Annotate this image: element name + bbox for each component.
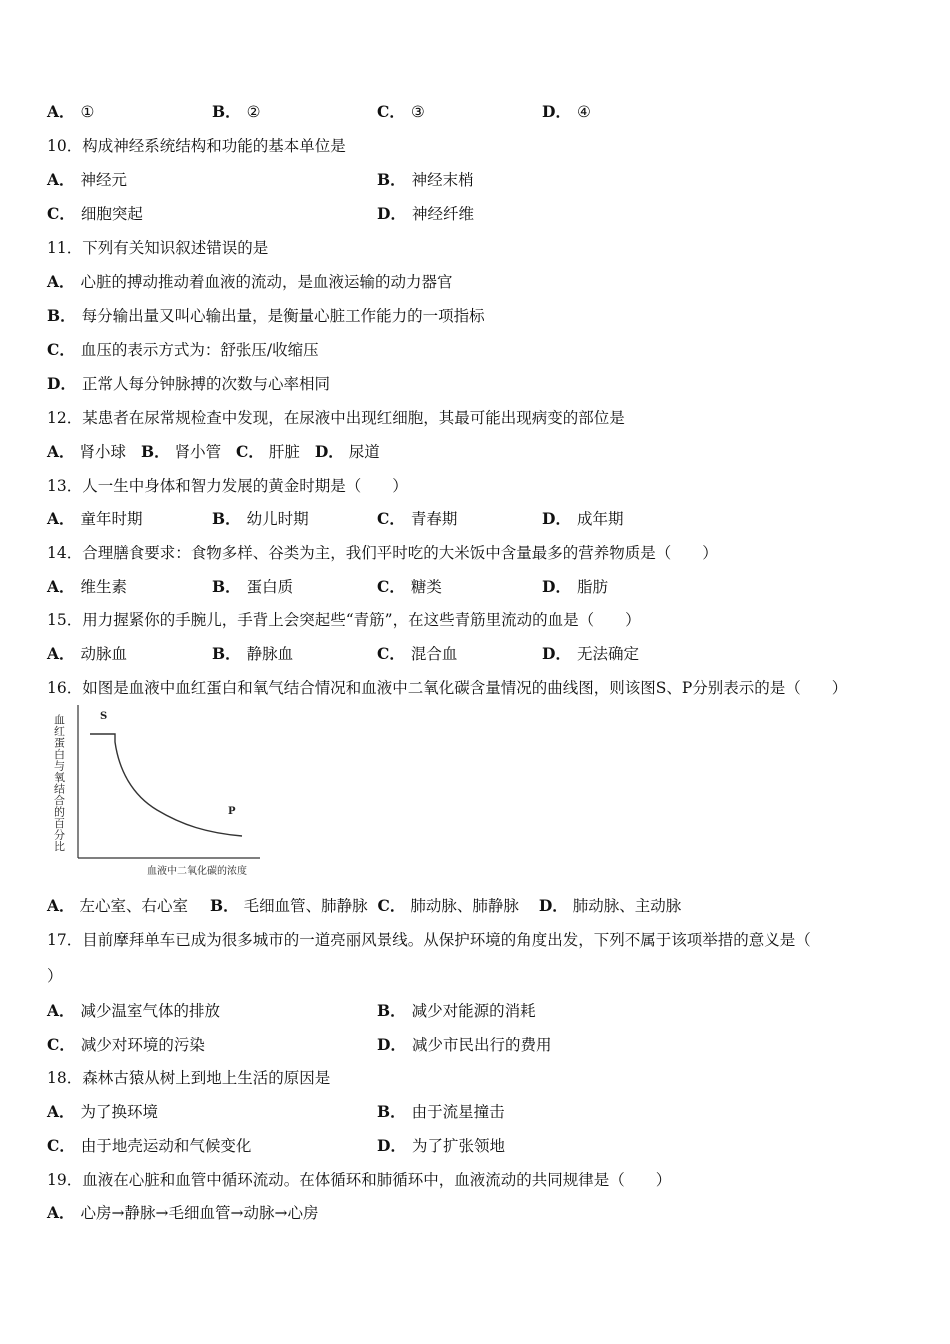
option-text: 蛋白质 — [246, 578, 294, 596]
q13-question: 13．人一生中身体和智力发展的黄金时期是（ ） — [47, 477, 408, 495]
q13-option-b — [212, 509, 309, 529]
q13-option-a — [47, 509, 143, 529]
option-label: B． — [377, 1001, 406, 1020]
option-label: C． — [236, 442, 264, 461]
option-label: B． — [47, 306, 76, 325]
option-label: C． — [377, 896, 406, 915]
option-label: A． — [47, 1001, 75, 1020]
q16-figure — [47, 700, 277, 885]
q14-option-d — [542, 577, 608, 597]
q17-question: 17．目前摩拜单车已成为很多城市的一道亮丽风景线。从保护环境的角度出发，下列不属于该项举措的意义是（ — [47, 931, 811, 949]
q16-option-c — [378, 897, 519, 915]
option-label: C． — [47, 340, 75, 359]
option-text: ② — [246, 103, 261, 121]
q17-option-d — [377, 1035, 551, 1055]
option-label: A． — [47, 272, 75, 291]
curve-line — [90, 734, 242, 836]
q10-option-a — [47, 170, 127, 190]
q12-options-row — [47, 442, 390, 462]
q17-option-a — [47, 1001, 220, 1021]
curve-label-s: S — [100, 711, 108, 722]
option-text: 由于流星撞击 — [411, 1103, 505, 1121]
option-label: D． — [377, 204, 406, 223]
option-text: 静脉血 — [246, 645, 294, 663]
option-label: C． — [377, 102, 405, 121]
option-text: 神经末梢 — [411, 171, 474, 189]
q11-question: 11．下列有关知识叙述错误的是 — [47, 239, 269, 257]
q15-option-d — [542, 644, 639, 664]
option-label: C． — [377, 644, 405, 663]
q9-option-d — [542, 102, 591, 122]
option-text: 肾小管 — [174, 443, 222, 461]
option-label: A． — [47, 1203, 75, 1222]
q18-option-b — [377, 1102, 505, 1122]
option-label: D． — [377, 1035, 406, 1054]
option-text: 童年时期 — [80, 510, 143, 528]
q18-question: 18．森林古猿从树上到地上生活的原因是 — [47, 1069, 331, 1087]
option-text: 为了扩张领地 — [411, 1137, 505, 1155]
option-label: A． — [47, 509, 75, 528]
option-text: 神经纤维 — [411, 205, 474, 223]
q15-option-c — [377, 644, 457, 664]
q15-question: 15．用力握紧你的手腕儿，手背上会突起些“青筋”，在这些青筋里流动的血是（ ） — [47, 611, 641, 629]
y-axis-label: 血红蛋白与氧结合的百分比 — [52, 714, 66, 852]
q17-option-c — [47, 1035, 205, 1055]
q18-option-c — [47, 1136, 251, 1156]
q16-question: 16．如图是血液中血红蛋白和氧气结合情况和血液中二氧化碳含量情况的曲线图，则该图S、P分别表示的是（ ） — [47, 679, 848, 697]
q12-option-d — [315, 443, 380, 461]
option-text: 左心室、右心室 — [79, 897, 189, 915]
option-text: 减少对能源的消耗 — [411, 1002, 536, 1020]
option-text: 肺动脉、主动脉 — [572, 897, 682, 915]
option-label: C． — [47, 1136, 75, 1155]
q11-option-a — [47, 272, 453, 292]
option-text: 肝脏 — [268, 443, 300, 461]
option-text: 糖类 — [410, 578, 442, 596]
option-label: D． — [542, 577, 571, 596]
option-text: 无法确定 — [576, 645, 639, 663]
q19-question: 19．血液在心脏和血管中循环流动。在体循环和肺循环中，血液流动的共同规律是（ ） — [47, 1171, 672, 1189]
q16-option-d — [539, 897, 681, 915]
option-text: 减少温室气体的排放 — [80, 1002, 221, 1020]
option-label: B． — [377, 1102, 406, 1121]
option-text: 神经元 — [80, 171, 128, 189]
option-label: C． — [377, 509, 405, 528]
option-text: 减少市民出行的费用 — [411, 1036, 552, 1054]
option-text: 成年期 — [576, 510, 624, 528]
q13-option-c — [377, 509, 457, 529]
option-label: A． — [47, 896, 75, 915]
option-text: 肺动脉、肺静脉 — [410, 897, 519, 915]
q16-options-row — [47, 896, 691, 916]
option-label: B． — [212, 102, 241, 121]
co2-hemoglobin-curve — [47, 700, 277, 885]
option-label: D． — [538, 896, 568, 915]
option-text: 为了换环境 — [80, 1103, 159, 1121]
option-label: A． — [47, 577, 75, 596]
q19-option-a — [47, 1203, 318, 1223]
q10-option-d — [377, 204, 474, 224]
option-text: 混合血 — [410, 645, 458, 663]
q16-option-b — [210, 897, 368, 915]
option-text: 肾小球 — [79, 443, 127, 461]
option-label: B． — [212, 509, 241, 528]
q10-option-c — [47, 204, 143, 224]
option-text: ④ — [576, 103, 591, 121]
q14-question: 14．合理膳食要求：食物多样、谷类为主，我们平时吃的大米饭中含量最多的营养物质是（ ） — [47, 544, 718, 562]
q18-option-a — [47, 1102, 158, 1122]
q14-option-c — [377, 577, 442, 597]
q11-option-c — [47, 340, 319, 360]
q12-question: 12．某患者在尿常规检查中发现，在尿液中出现红细胞，其最可能出现病变的部位是 — [47, 409, 625, 427]
option-text: 维生素 — [80, 578, 128, 596]
q10-question: 10．构成神经系统结构和功能的基本单位是 — [47, 137, 346, 155]
q14-option-b — [212, 577, 293, 597]
option-label: D． — [542, 102, 571, 121]
option-text: 细胞突起 — [80, 205, 143, 223]
q9-option-b — [212, 102, 261, 122]
option-label: B． — [212, 644, 241, 663]
option-label: A． — [47, 170, 75, 189]
option-text: 脂肪 — [576, 578, 608, 596]
option-text: ① — [80, 103, 95, 121]
option-text: ③ — [410, 103, 425, 121]
x-axis-label: 血液中二氧化碳的浓度 — [147, 866, 247, 877]
option-label: A． — [47, 442, 75, 461]
q9-option-a — [47, 102, 94, 122]
option-label: B． — [212, 577, 241, 596]
option-label: D． — [314, 442, 344, 461]
option-text: 由于地壳运动和气候变化 — [80, 1137, 252, 1155]
option-label: D． — [377, 1136, 406, 1155]
q11-option-d — [47, 374, 330, 394]
option-label: B． — [377, 170, 406, 189]
q18-option-d — [377, 1136, 505, 1156]
option-label: A． — [47, 1102, 75, 1121]
option-text: 青春期 — [410, 510, 458, 528]
q17-option-b — [377, 1001, 536, 1021]
option-label: B． — [209, 896, 239, 915]
q10-option-b — [377, 170, 474, 190]
option-text: 毛细血管、肺静脉 — [243, 897, 368, 915]
option-text: 减少对环境的污染 — [80, 1036, 205, 1054]
option-label: A． — [47, 644, 75, 663]
option-label: D． — [47, 374, 76, 393]
option-text: 尿道 — [348, 443, 380, 461]
q11-option-b — [47, 306, 485, 326]
option-text: 血压的表示方式为：舒张压/收缩压 — [80, 341, 319, 359]
q13-option-d — [542, 509, 623, 529]
option-label: C． — [377, 577, 405, 596]
option-text: 幼儿时期 — [246, 510, 309, 528]
q12-option-c — [236, 443, 300, 461]
q15-option-b — [212, 644, 293, 664]
q15-option-a — [47, 644, 127, 664]
q9-option-c — [377, 102, 425, 122]
option-label: D． — [542, 509, 571, 528]
option-text: 每分输出量又叫心输出量，是衡量心脏工作能力的一项指标 — [81, 307, 485, 325]
option-text: 心脏的搏动推动着血液的流动，是血液运输的动力器官 — [80, 273, 453, 291]
q17-question-continued: ） — [47, 967, 63, 985]
option-label: A． — [47, 102, 75, 121]
option-label: B． — [140, 442, 170, 461]
option-text: 心房→静脉→毛细血管→动脉→心房 — [80, 1204, 319, 1222]
option-label: C． — [47, 204, 75, 223]
q14-option-a — [47, 577, 127, 597]
q16-option-a — [47, 897, 188, 915]
option-label: D． — [542, 644, 571, 663]
option-text: 正常人每分钟脉搏的次数与心率相同 — [81, 375, 330, 393]
curve-label-p: P — [228, 806, 236, 817]
option-label: C． — [47, 1035, 75, 1054]
q12-option-b — [141, 443, 221, 461]
option-text: 动脉血 — [80, 645, 128, 663]
q12-option-a — [47, 443, 126, 461]
